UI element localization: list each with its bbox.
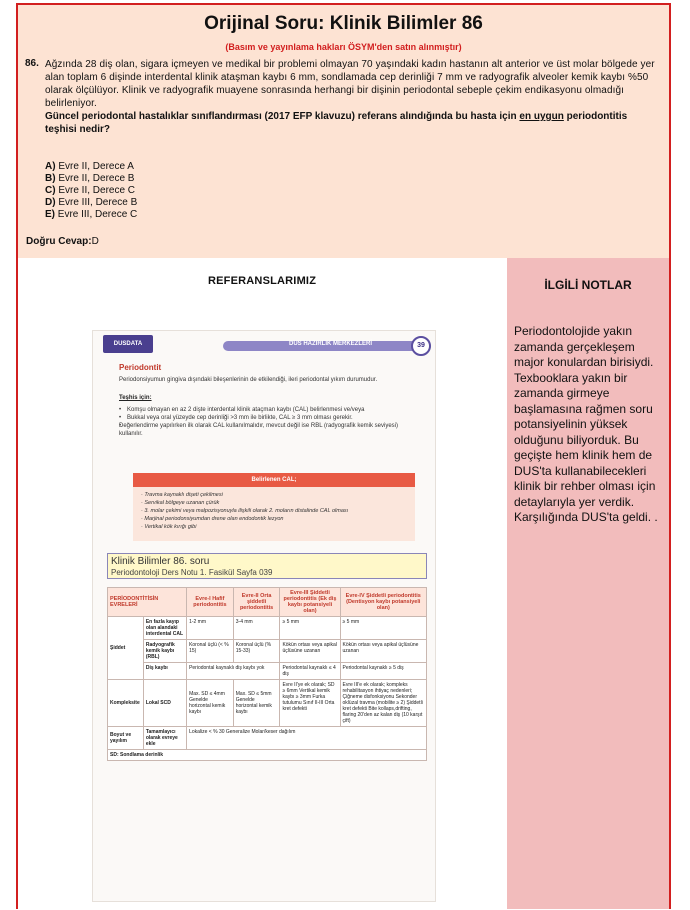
correct-answer	[26, 236, 99, 247]
table-header-row	[108, 588, 427, 617]
question-text: Ağzında 28 diş olan, sigara içmeyen ve medikal bir problemi olmayan 70 yaşındaki kadın hastanın alt anterior ve üst molar bölgede yer alan toplam 6 dişinde interdental klinik ataşman kaybı 6 mm, sondlamada cep derinliği 7 mm ve radyografik alveoler kemik kaybı %50 olarak ölçülüyor. Klinik ve radyografik muayene sonrasında herhangi bir dişinin periodontal sebeple çekim endikasyonu olmadığı belirleniyor.	[45, 59, 655, 109]
references-title: REFERANSLARIMIZ	[208, 275, 317, 287]
answer-options	[45, 161, 137, 221]
list-item: • Değerlendirme yapılırken ilk olarak CAL kullanılmalıdır, mevcut değil ise RBL (radyografik kemik seviyesi) kullanılır.	[119, 422, 415, 438]
table-header-cell: Evre-II Orta şiddetli periodontitis	[233, 588, 280, 617]
table-row-label: Lokal SCD	[143, 680, 186, 727]
list-item: · Travma kaynaklı dişeti çekilmesi	[141, 492, 223, 498]
book-heading: Periodontit	[119, 363, 162, 372]
table-row-label: En fazla kayıp olan alandaki interdental CAL	[143, 617, 186, 640]
correct-answer-label: Doğru Cevap:	[26, 236, 92, 247]
question-prompt-suffix: periodontitis teşhisi nedir?	[45, 111, 628, 135]
table-cell: ≥ 5 mm	[340, 617, 426, 640]
table-cell: Koronal üçlü (% 15-33)	[233, 640, 280, 663]
reference-book-page	[92, 330, 436, 902]
table-group-label: Boyut ve yayılım	[108, 727, 144, 750]
option-e: E) Evre III, Derece C	[45, 209, 138, 220]
question-prompt-emphasis: en uygun	[519, 111, 564, 122]
table-cell: 1-2 mm	[187, 617, 234, 640]
table-row-label: Radyografik kemik kaybı (RBL)	[143, 640, 186, 663]
list-item: • Komşu olmayan en az 2 dişte interdental klinik ataçman kaybı (CAL) belirlenmesi ve/veya	[119, 406, 415, 414]
table-row	[108, 727, 427, 750]
notes-title: İLGİLİ NOTLAR	[544, 278, 632, 292]
copyright-note: (Basım ve yayınlama hakları ÖSYM'den satın alınmıştır)	[225, 42, 462, 52]
table-cell: Periodontal kaynaklı diş kaybı yok	[187, 663, 280, 680]
book-cal-box-list	[141, 491, 411, 531]
table-footer: SD: Sondlama derinlik	[108, 750, 427, 761]
option-b: B) Evre II, Derece B	[45, 173, 135, 184]
table-cell: Koronal üçlü (< % 15)	[187, 640, 234, 663]
list-item: · Vertikal kök kırığı gibi	[141, 524, 197, 530]
table-cell: Periodontal kaynaklı ≤ 4 diş	[280, 663, 340, 680]
question-number: 86.	[25, 58, 39, 69]
table-cell: Kökün ortası veya apikal üçlüsüne uzanan	[280, 640, 340, 663]
book-diagnosis-list	[119, 406, 415, 438]
table-group-label: Şiddet	[108, 617, 144, 680]
page-title: Orijinal Soru: Klinik Bilimler 86	[204, 13, 483, 34]
table-cell: Evre III'e ek olarak; kompleks rehabilitasyon ihtiyaç nedenleri; Çiğneme disfonksiyonu Sekonder oklüzal travma (mobilite ≥ 2) Şiddetli kret defekti Bite kollaps,drifting, flaring 20'den az kalan diş (10 karşıt çift)	[340, 680, 426, 727]
book-diagnosis-title: Teşhis için:	[119, 395, 152, 401]
option-a: A) Evre II, Derece A	[45, 161, 134, 172]
table-row	[108, 663, 427, 680]
table-cell: Max. SD ≤ 4mm Genelde horizontal kemik kaybı	[187, 680, 234, 727]
source-label	[107, 553, 427, 579]
option-d: D) Evre III, Derece B	[45, 197, 138, 208]
table-cell: Max. SD ≤ 5mm Genelde horizontal kemik kaybı	[233, 680, 280, 727]
book-intro: Periodonsiyumun gingiva dışındaki bileşenlerinin de etkilendiği, ileri periodontal yıkım durumudur.	[119, 377, 378, 383]
list-item: · 3. molar çekimi veya malpozisyonuyla ilişkili olarak 2. moların distalinde CAL olması	[141, 508, 349, 514]
book-logo: DUSDATA	[103, 335, 153, 353]
table-row-label: Diş kaybı	[143, 663, 186, 680]
notes-text: Periodontolojide yakın zamanda gerçekleşem major konulardan birisiydi. Texbooklara yakın bir zamanda girmeye başlamasına rağmen soru potansiyelinin yüksek olduğunu biliyorduk. Bu geçişte hem klinik hem de DUS'ta kullanabilecekleri klinik bir rehber olması için detaylarıyla yer verdik. Karşılığında DUS'ta geldi. .	[514, 324, 658, 524]
table-cell: Evre II'ye ek olarak; SD ≥ 6mm Vertikal kemik kaybı ≥ 3mm Furka tutulumu Sınıf II-III Orta kret defekti	[280, 680, 340, 727]
table-cell: Periodontal kaynaklı ≥ 5 diş	[340, 663, 426, 680]
notes-panel	[507, 258, 669, 909]
table-header-cell: PERİODONTİTİSİN EVRELERİ	[108, 588, 187, 617]
question-prompt-prefix: Güncel periodontal hastalıklar sınıflandırması (2017 EFP klavuzu) referans alındığında bu hasta için	[45, 111, 520, 122]
table-header-cell: Evre-III Şiddetli periodontitis (Ek diş kaybı potansiyeli olan)	[280, 588, 340, 617]
book-page-number: 39	[411, 336, 431, 356]
source-label-line2: Periodontoloji Ders Notu 1. Fasikül Sayfa 039	[111, 568, 273, 577]
table-footer-row	[108, 750, 427, 761]
table-cell: 3-4 mm	[233, 617, 280, 640]
book-header-text: DUS HAZIRLIK MERKEZLERİ	[289, 341, 372, 347]
staging-table	[107, 587, 427, 761]
table-row-label: Tamamlayıcı olarak evreye ekle	[143, 727, 186, 750]
question-prompt	[45, 110, 657, 136]
question-header	[18, 5, 669, 258]
table-cell: ≥ 5 mm	[280, 617, 340, 640]
table-header-cell: Evre-I Hafif periodontitis	[187, 588, 234, 617]
list-item: · Marjinal periodonsiyumdan drene olan endodontik lezyon	[141, 516, 284, 522]
book-page-header	[93, 331, 435, 357]
table-header-cell: Evre-IV Şiddetli periodontitis (Dentisyon kaybı potansiyeli olan)	[340, 588, 426, 617]
table-row	[108, 640, 427, 663]
correct-answer-value: D	[91, 236, 99, 247]
table-cell: Kökün ortası veya apikal üçlüsüne uzanan	[340, 640, 426, 663]
table-row	[108, 617, 427, 640]
book-cal-box	[133, 473, 415, 541]
table-group-label: Kompleksite	[108, 680, 144, 727]
table-cell: Lokalize < % 30 Generalize Molar/keser dağılım	[187, 727, 427, 750]
list-item: • Bukkal veya oral yüzeyde cep derinliği >3 mm ile birlikte, CAL ≥ 3 mm olması gerekir.	[119, 414, 415, 422]
option-c: C) Evre II, Derece C	[45, 185, 136, 196]
table-row	[108, 680, 427, 727]
book-cal-box-title: Belirlenen CAL;	[133, 473, 415, 487]
source-label-line1: Klinik Bilimler 86. soru	[111, 556, 210, 567]
list-item: · Servikal bölgeye uzanan çürük	[141, 500, 220, 506]
